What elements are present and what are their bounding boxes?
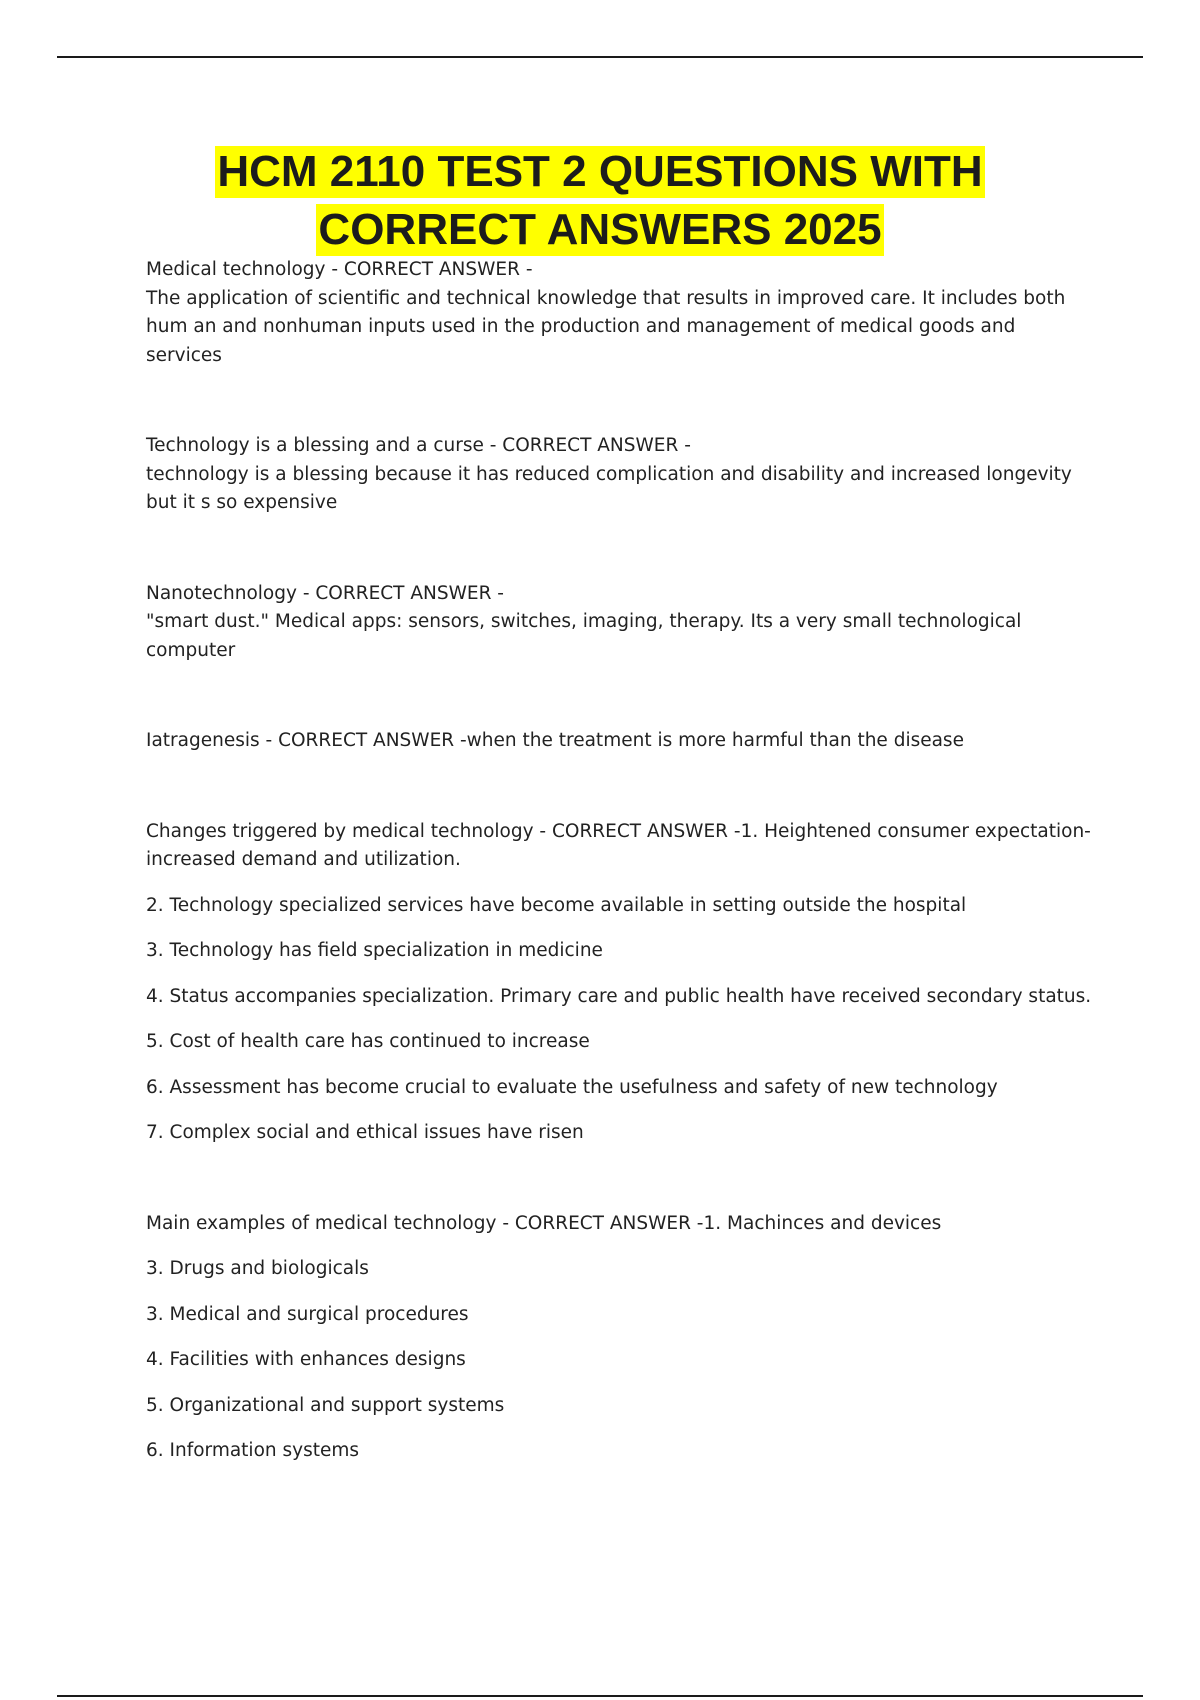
entry-answer: technology is a blessing because it has reduced complication and disability and increased longevity but it s so expensive: [146, 463, 1072, 513]
list-item: 4. Facilities with enhances designs: [146, 1349, 466, 1370]
entry-term: Changes triggered by medical technology - CORRECT ANSWER -1. Heightened consumer expectation- increased demand and utilization.: [146, 820, 1091, 870]
title-line-2: CORRECT ANSWERS 2025: [318, 205, 882, 254]
list-item: 5. Organizational and support systems: [146, 1394, 505, 1416]
entry-nanotechnology: [146, 580, 1096, 666]
list-item: 6. Information systems: [146, 1440, 360, 1461]
entry-answer: The application of scientific and technical knowledge that results in improved care. It includes both hum an and nonhuman inputs used in the production and management of medical goods and services: [146, 287, 1066, 366]
list-item: 6. Assessment has become crucial to evaluate the usefulness and safety of new technology: [146, 1076, 998, 1098]
document-body: [146, 256, 1096, 1466]
entry-term: Nanotechnology - CORRECT ANSWER -: [146, 582, 504, 604]
list-item: 3. Drugs and biologicals: [146, 1258, 369, 1279]
list-item: 4. Status accompanies specialization. Primary care and public health have received secondary status.: [146, 985, 1092, 1007]
list-item: 2. Technology specialized services have become available in setting outside the hospital: [146, 894, 967, 916]
entry-blessing-curse: [146, 432, 1096, 518]
page-title: [0, 146, 1200, 262]
bottom-rule: [57, 1695, 1143, 1697]
entry-main-examples: [146, 1210, 1096, 1466]
entry-medical-technology: [146, 256, 1096, 370]
top-rule: [57, 56, 1143, 58]
list-item: 5. Cost of health care has continued to increase: [146, 1031, 590, 1052]
entry-term: Iatragenesis - CORRECT ANSWER -when the treatment is more harmful than the disease: [146, 730, 964, 751]
title-line-1: HCM 2110 TEST 2 QUESTIONS WITH: [217, 147, 983, 196]
entry-changes-triggered: [146, 818, 1096, 1148]
list-item: 3. Technology has field specialization in medicine: [146, 940, 603, 961]
entry-iatragenesis: [146, 727, 1096, 756]
entry-term: Medical technology - CORRECT ANSWER -: [146, 259, 533, 280]
entry-term: Technology is a blessing and a curse - CORRECT ANSWER -: [146, 435, 691, 456]
entry-answer: "smart dust." Medical apps: sensors, switches, imaging, therapy. Its a very small technological computer: [146, 611, 1022, 661]
list-item: 3. Medical and surgical procedures: [146, 1303, 469, 1325]
list-item: 7. Complex social and ethical issues have risen: [146, 1122, 584, 1143]
entry-term: Main examples of medical technology - CORRECT ANSWER -1. Machinces and devices: [146, 1212, 942, 1234]
